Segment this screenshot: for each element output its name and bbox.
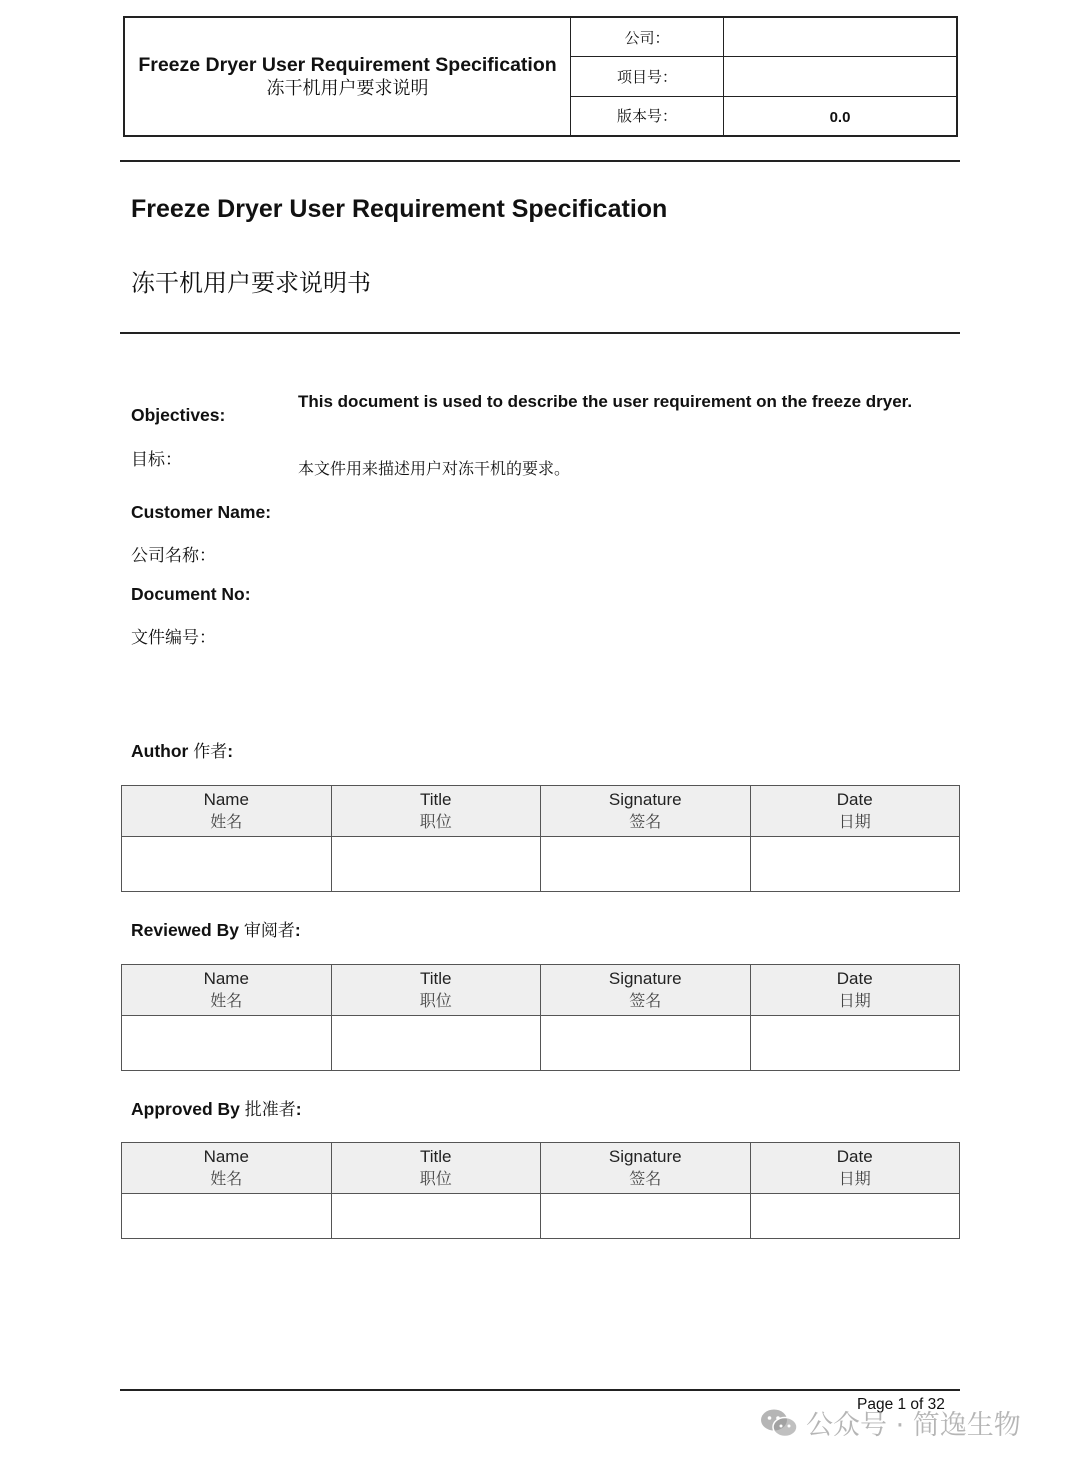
author-title-en: Author xyxy=(131,741,189,761)
watermark-text: 公众号 · 简逸生物 xyxy=(806,1410,1021,1441)
document-title-cn: 冻干机用户要求说明书 xyxy=(131,269,371,297)
reviewed-title-en: Reviewed By xyxy=(131,920,239,940)
column-header-signature-en: Signature xyxy=(608,969,682,988)
column-header-signature-en: Signature xyxy=(608,790,682,809)
approved-section-title xyxy=(131,1095,302,1120)
title-cell[interactable] xyxy=(331,1016,541,1071)
objectives-text-cn: 本文件用来描述用户对冻干机的要求。 xyxy=(298,459,571,478)
column-header-name xyxy=(122,965,332,1016)
column-header-title-cn: 职位 xyxy=(419,991,452,1010)
wechat-icon xyxy=(760,1408,798,1438)
name-cell[interactable] xyxy=(122,1194,332,1239)
column-header-title xyxy=(331,786,541,837)
header-label-version: 版本号： xyxy=(571,97,724,135)
approved-title-colon: : xyxy=(295,1099,302,1119)
table-row xyxy=(122,1016,960,1071)
header-title-cn: 冻干机用户要求说明 xyxy=(266,77,429,99)
column-header-date-en: Date xyxy=(836,969,873,988)
divider-footer xyxy=(120,1389,960,1391)
document-header-box xyxy=(123,16,958,137)
column-header-title xyxy=(331,965,541,1016)
reviewed-signature-table xyxy=(121,964,960,1071)
author-signature-table xyxy=(121,785,960,892)
column-header-name-cn: 姓名 xyxy=(210,991,243,1010)
date-cell[interactable] xyxy=(750,1194,960,1239)
column-header-signature-cn: 签名 xyxy=(629,991,662,1010)
author-title-colon: : xyxy=(227,741,234,761)
header-row-project xyxy=(571,57,956,96)
column-header-name-en: Name xyxy=(203,1147,249,1166)
page-number: Page 1 of 32 xyxy=(857,1396,945,1413)
title-cell[interactable] xyxy=(331,837,541,892)
name-cell[interactable] xyxy=(122,1016,332,1071)
header-row-company xyxy=(571,18,956,57)
column-header-signature-cn: 签名 xyxy=(629,812,662,831)
column-header-date xyxy=(750,965,960,1016)
table-header-row xyxy=(122,1143,960,1194)
date-cell[interactable] xyxy=(750,1016,960,1071)
objectives-label-cn: 目标： xyxy=(131,450,182,470)
column-header-name xyxy=(122,786,332,837)
table-header-row xyxy=(122,786,960,837)
document-no-label-cn: 文件编号： xyxy=(131,628,216,648)
reviewed-section-title xyxy=(131,916,301,941)
column-header-name-cn: 姓名 xyxy=(210,1169,243,1188)
header-label-company: 公司： xyxy=(571,18,724,56)
divider-top xyxy=(120,160,960,162)
column-header-title-en: Title xyxy=(420,1147,452,1166)
signature-cell[interactable] xyxy=(541,1194,751,1239)
column-header-date-cn: 日期 xyxy=(838,812,871,831)
divider-title xyxy=(120,332,960,334)
header-value-version: 0.0 xyxy=(829,109,851,127)
author-section-title xyxy=(131,737,233,762)
signature-cell[interactable] xyxy=(541,1016,751,1071)
column-header-date xyxy=(750,1143,960,1194)
signature-cell[interactable] xyxy=(541,837,751,892)
objectives-text-en: This document is used to describe the user requirement on the freeze dryer. xyxy=(298,392,913,411)
title-cell[interactable] xyxy=(331,1194,541,1239)
objectives-label-en: Objectives: xyxy=(131,405,226,425)
table-row xyxy=(122,837,960,892)
header-title-cell xyxy=(125,18,571,135)
column-header-signature xyxy=(541,786,751,837)
approved-title-cn: 批准者 xyxy=(244,1100,296,1120)
column-header-date-en: Date xyxy=(836,790,873,809)
column-header-name-cn: 姓名 xyxy=(210,812,243,831)
document-no-label-en: Document No: xyxy=(131,584,251,604)
watermark xyxy=(760,1403,1021,1442)
customer-name-label-cn: 公司名称： xyxy=(131,546,216,566)
approved-signature-table xyxy=(121,1142,960,1239)
document-title-en: Freeze Dryer User Requirement Specification xyxy=(131,195,668,223)
reviewed-title-cn: 审阅者 xyxy=(243,921,295,941)
column-header-title xyxy=(331,1143,541,1194)
column-header-signature xyxy=(541,965,751,1016)
column-header-name xyxy=(122,1143,332,1194)
column-header-signature-cn: 签名 xyxy=(629,1169,662,1188)
date-cell[interactable] xyxy=(750,837,960,892)
header-title-en: Freeze Dryer User Requirement Specification xyxy=(138,53,557,76)
header-info-cells xyxy=(571,18,956,135)
column-header-name-en: Name xyxy=(203,969,249,988)
column-header-date-en: Date xyxy=(836,1147,873,1166)
column-header-title-en: Title xyxy=(420,790,452,809)
header-value-project xyxy=(724,57,956,95)
name-cell[interactable] xyxy=(122,837,332,892)
approved-title-en: Approved By xyxy=(131,1099,240,1119)
column-header-date xyxy=(750,786,960,837)
reviewed-title-colon: : xyxy=(294,920,301,940)
customer-name-label-en: Customer Name: xyxy=(131,502,272,522)
header-row-version xyxy=(571,97,956,135)
column-header-signature xyxy=(541,1143,751,1194)
header-label-project: 项目号： xyxy=(571,57,724,95)
column-header-title-cn: 职位 xyxy=(419,812,452,831)
author-title-cn: 作者 xyxy=(193,742,228,762)
header-value-company xyxy=(724,18,956,56)
table-header-row xyxy=(122,965,960,1016)
table-row xyxy=(122,1194,960,1239)
column-header-date-cn: 日期 xyxy=(838,1169,871,1188)
column-header-name-en: Name xyxy=(203,790,249,809)
column-header-date-cn: 日期 xyxy=(838,991,871,1010)
column-header-title-cn: 职位 xyxy=(419,1169,452,1188)
column-header-title-en: Title xyxy=(420,969,452,988)
column-header-signature-en: Signature xyxy=(608,1147,682,1166)
